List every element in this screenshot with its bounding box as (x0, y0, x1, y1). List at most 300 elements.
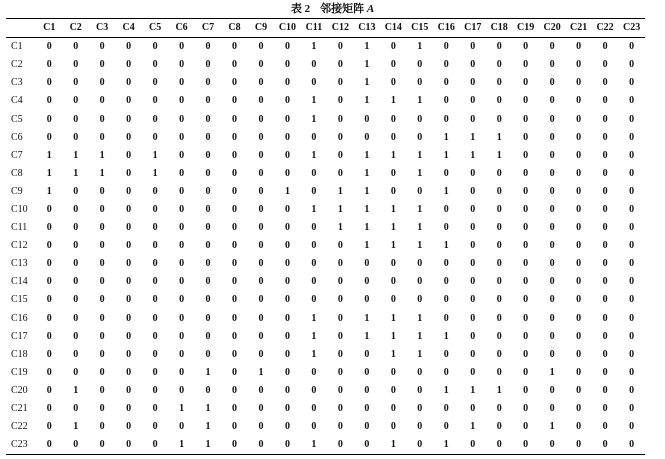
matrix-cell: 0 (73, 59, 79, 71)
matrix-cell: 0 (629, 167, 635, 179)
matrix-cell: 0 (126, 312, 132, 324)
matrix-cell: 1 (390, 348, 396, 360)
matrix-cell: 0 (549, 167, 555, 179)
matrix-cell: 0 (73, 330, 79, 342)
column-header: C23 (623, 22, 641, 34)
matrix-cell: 0 (284, 421, 290, 433)
matrix-cell: 1 (364, 330, 370, 342)
matrix-cell: 1 (443, 240, 449, 252)
matrix-cell: 0 (126, 403, 132, 415)
matrix-cell: 1 (390, 149, 396, 161)
matrix-cell: 0 (523, 276, 529, 288)
row-header: C11 (11, 222, 28, 234)
adjacency-matrix-table (6, 18, 645, 455)
matrix-cell: 0 (602, 294, 608, 306)
matrix-cell: 0 (46, 330, 52, 342)
matrix-cell: 0 (205, 258, 211, 270)
matrix-cell: 0 (311, 59, 317, 71)
matrix-cell: 0 (311, 421, 317, 433)
matrix-cell: 0 (496, 222, 502, 234)
matrix-cell: 0 (523, 222, 529, 234)
matrix-cell: 0 (205, 41, 211, 53)
matrix-cell: 0 (179, 203, 185, 215)
matrix-cell: 1 (390, 95, 396, 107)
matrix-cell: 1 (364, 203, 370, 215)
matrix-cell: 0 (576, 294, 582, 306)
matrix-cell: 0 (390, 41, 396, 53)
matrix-cell: 0 (179, 348, 185, 360)
row-header: C14 (11, 276, 28, 288)
matrix-cell: 0 (629, 240, 635, 252)
matrix-cell: 0 (126, 258, 132, 270)
matrix-cell: 1 (337, 203, 343, 215)
matrix-cell: 0 (232, 185, 238, 197)
matrix-cell: 0 (496, 403, 502, 415)
row-header: C7 (11, 149, 23, 161)
matrix-cell: 0 (470, 258, 476, 270)
matrix-cell: 0 (258, 95, 264, 107)
matrix-cell: 0 (496, 366, 502, 378)
row-header: C8 (11, 167, 23, 179)
matrix-cell: 0 (258, 330, 264, 342)
matrix-cell: 0 (629, 77, 635, 89)
matrix-cell: 0 (126, 439, 132, 451)
matrix-cell: 1 (390, 439, 396, 451)
matrix-cell: 0 (337, 294, 343, 306)
matrix-cell: 0 (523, 167, 529, 179)
matrix-cell: 0 (284, 366, 290, 378)
matrix-cell: 0 (602, 131, 608, 143)
matrix-cell: 0 (496, 312, 502, 324)
matrix-cell: 1 (417, 149, 423, 161)
matrix-cell: 0 (549, 240, 555, 252)
matrix-cell: 0 (443, 113, 449, 125)
column-header: C12 (331, 22, 349, 34)
matrix-cell: 0 (73, 203, 79, 215)
matrix-cell: 0 (232, 167, 238, 179)
matrix-cell: 0 (337, 41, 343, 53)
matrix-cell: 0 (232, 203, 238, 215)
matrix-cell: 1 (470, 149, 476, 161)
matrix-cell: 0 (417, 384, 423, 396)
matrix-cell: 0 (232, 384, 238, 396)
matrix-cell: 0 (126, 294, 132, 306)
matrix-cell: 0 (523, 294, 529, 306)
matrix-cell: 0 (496, 203, 502, 215)
matrix-cell: 0 (602, 113, 608, 125)
matrix-cell: 0 (73, 439, 79, 451)
matrix-cell: 1 (390, 222, 396, 234)
matrix-cell: 0 (629, 403, 635, 415)
matrix-cell: 1 (443, 131, 449, 143)
matrix-cell: 0 (73, 77, 79, 89)
matrix-cell: 0 (152, 185, 158, 197)
matrix-cell: 0 (179, 330, 185, 342)
table-row (6, 201, 645, 219)
table-row (6, 183, 645, 201)
row-header: C13 (11, 258, 28, 270)
table-row (6, 74, 645, 92)
matrix-cell: 0 (205, 384, 211, 396)
matrix-cell: 0 (496, 276, 502, 288)
matrix-cell: 1 (73, 167, 79, 179)
matrix-cell: 1 (311, 439, 317, 451)
matrix-cell: 0 (179, 384, 185, 396)
matrix-cell: 0 (629, 366, 635, 378)
matrix-cell: 0 (629, 421, 635, 433)
matrix-cell: 0 (337, 77, 343, 89)
matrix-cell: 0 (152, 113, 158, 125)
matrix-cell: 0 (232, 149, 238, 161)
matrix-cell: 0 (470, 276, 476, 288)
column-header: C22 (596, 22, 614, 34)
matrix-cell: 0 (232, 276, 238, 288)
matrix-cell: 1 (417, 222, 423, 234)
matrix-cell: 0 (602, 348, 608, 360)
matrix-cell: 0 (602, 384, 608, 396)
matrix-cell: 0 (284, 167, 290, 179)
matrix-cell: 1 (311, 203, 317, 215)
matrix-cell: 1 (99, 149, 105, 161)
matrix-cell: 0 (73, 185, 79, 197)
matrix-cell: 0 (311, 276, 317, 288)
matrix-cell: 0 (443, 41, 449, 53)
matrix-cell: 0 (46, 384, 52, 396)
matrix-cell: 0 (549, 439, 555, 451)
matrix-cell: 0 (126, 203, 132, 215)
matrix-cell: 0 (99, 330, 105, 342)
matrix-cell: 0 (470, 366, 476, 378)
matrix-cell: 1 (46, 167, 52, 179)
matrix-cell: 1 (46, 149, 52, 161)
matrix-cell: 0 (179, 258, 185, 270)
matrix-cell: 0 (232, 294, 238, 306)
matrix-cell: 0 (523, 131, 529, 143)
matrix-cell: 0 (470, 240, 476, 252)
matrix-cell: 0 (205, 312, 211, 324)
matrix-cell: 0 (232, 240, 238, 252)
matrix-cell: 0 (523, 95, 529, 107)
matrix-cell: 1 (364, 222, 370, 234)
matrix-cell: 0 (126, 41, 132, 53)
matrix-cell: 0 (470, 167, 476, 179)
matrix-cell: 0 (549, 59, 555, 71)
matrix-cell: 0 (602, 167, 608, 179)
matrix-cell: 0 (232, 330, 238, 342)
matrix-cell: 0 (337, 131, 343, 143)
matrix-cell: 1 (284, 185, 290, 197)
matrix-cell: 0 (602, 185, 608, 197)
matrix-cell: 0 (179, 421, 185, 433)
column-header: C3 (96, 22, 109, 34)
matrix-cell: 0 (126, 131, 132, 143)
matrix-cell: 0 (311, 258, 317, 270)
matrix-cell: 0 (443, 77, 449, 89)
matrix-cell: 1 (417, 330, 423, 342)
matrix-cell: 1 (417, 41, 423, 53)
table-row (6, 328, 645, 346)
matrix-cell: 0 (364, 366, 370, 378)
matrix-cell: 1 (152, 149, 158, 161)
column-header: C17 (464, 22, 482, 34)
matrix-cell: 0 (258, 41, 264, 53)
matrix-cell: 0 (443, 312, 449, 324)
matrix-cell: 0 (602, 41, 608, 53)
matrix-cell: 0 (602, 240, 608, 252)
matrix-cell: 1 (205, 403, 211, 415)
matrix-cell: 1 (549, 366, 555, 378)
matrix-cell: 0 (284, 203, 290, 215)
matrix-symbol: A (366, 3, 375, 15)
column-header: C1 (43, 22, 56, 34)
matrix-cell: 0 (576, 222, 582, 234)
column-header: C5 (148, 22, 162, 34)
matrix-cell: 0 (46, 222, 52, 234)
column-header: C6 (175, 22, 188, 34)
matrix-cell: 0 (126, 240, 132, 252)
matrix-cell: 0 (470, 203, 476, 215)
matrix-cell: 0 (311, 384, 317, 396)
matrix-cell: 1 (364, 95, 370, 107)
matrix-cell: 0 (417, 294, 423, 306)
row-header: C9 (11, 185, 23, 197)
matrix-cell: 0 (576, 240, 582, 252)
table-row (6, 129, 645, 147)
matrix-cell: 0 (152, 77, 158, 89)
matrix-cell: 0 (629, 258, 635, 270)
matrix-cell: 0 (258, 439, 264, 451)
matrix-cell: 1 (311, 312, 317, 324)
matrix-cell: 0 (523, 348, 529, 360)
header-row (6, 19, 645, 38)
matrix-cell: 0 (602, 276, 608, 288)
table-row (6, 364, 645, 382)
matrix-cell: 0 (46, 403, 52, 415)
matrix-cell: 0 (443, 348, 449, 360)
matrix-cell: 0 (602, 439, 608, 451)
matrix-cell: 0 (443, 59, 449, 71)
matrix-cell: 0 (205, 203, 211, 215)
matrix-cell: 0 (576, 330, 582, 342)
matrix-cell: 0 (417, 258, 423, 270)
matrix-cell: 0 (523, 77, 529, 89)
matrix-cell: 0 (99, 312, 105, 324)
matrix-cell: 0 (152, 312, 158, 324)
matrix-cell: 0 (179, 149, 185, 161)
table-title: 邻接矩阵 (320, 3, 365, 15)
matrix-cell: 0 (126, 95, 132, 107)
matrix-cell: 0 (337, 348, 343, 360)
matrix-cell: 0 (46, 276, 52, 288)
matrix-cell: 0 (258, 240, 264, 252)
column-header: C18 (490, 22, 508, 34)
matrix-cell: 0 (337, 95, 343, 107)
matrix-cell: 0 (99, 258, 105, 270)
matrix-cell: 0 (629, 59, 635, 71)
matrix-cell: 0 (602, 77, 608, 89)
row-header: C5 (11, 113, 23, 125)
matrix-cell: 0 (470, 222, 476, 234)
matrix-cell: 1 (46, 185, 52, 197)
matrix-cell: 0 (126, 167, 132, 179)
matrix-cell: 0 (46, 439, 52, 451)
matrix-cell: 0 (549, 131, 555, 143)
table-row (6, 346, 645, 364)
matrix-cell: 0 (549, 312, 555, 324)
matrix-cell: 0 (258, 149, 264, 161)
matrix-cell: 0 (549, 41, 555, 53)
matrix-cell: 0 (443, 222, 449, 234)
matrix-cell: 1 (364, 185, 370, 197)
matrix-cell: 0 (232, 131, 238, 143)
matrix-cell: 1 (443, 439, 449, 451)
matrix-cell: 0 (284, 348, 290, 360)
matrix-cell: 0 (232, 348, 238, 360)
matrix-cell: 1 (311, 348, 317, 360)
matrix-cell: 0 (152, 131, 158, 143)
matrix-cell: 0 (523, 403, 529, 415)
matrix-cell: 0 (152, 258, 158, 270)
matrix-cell: 0 (390, 276, 396, 288)
matrix-cell: 0 (205, 276, 211, 288)
row-header: C18 (11, 348, 28, 360)
table-row (6, 147, 645, 165)
matrix-cell: 0 (576, 366, 582, 378)
table-row (6, 92, 645, 110)
matrix-cell: 0 (390, 366, 396, 378)
matrix-cell: 0 (205, 113, 211, 125)
matrix-cell: 0 (152, 330, 158, 342)
matrix-cell: 0 (337, 330, 343, 342)
matrix-cell: 0 (549, 330, 555, 342)
matrix-cell: 0 (205, 330, 211, 342)
row-header: C20 (11, 384, 28, 396)
matrix-cell: 1 (311, 95, 317, 107)
matrix-cell: 0 (523, 149, 529, 161)
matrix-cell: 0 (152, 41, 158, 53)
matrix-cell: 0 (73, 258, 79, 270)
matrix-cell: 0 (258, 222, 264, 234)
matrix-cell: 0 (337, 167, 343, 179)
matrix-cell: 0 (232, 258, 238, 270)
matrix-cell: 0 (523, 240, 529, 252)
matrix-cell: 0 (364, 384, 370, 396)
matrix-cell: 0 (417, 276, 423, 288)
table-header (6, 19, 645, 38)
matrix-cell: 0 (284, 95, 290, 107)
table-row (6, 291, 645, 309)
matrix-cell: 0 (549, 258, 555, 270)
matrix-cell: 1 (549, 421, 555, 433)
matrix-cell: 0 (99, 439, 105, 451)
matrix-cell: 0 (46, 113, 52, 125)
table-body (6, 38, 645, 455)
matrix-cell: 0 (364, 348, 370, 360)
matrix-cell: 0 (576, 203, 582, 215)
matrix-cell: 0 (258, 131, 264, 143)
matrix-cell: 0 (470, 312, 476, 324)
matrix-cell: 1 (417, 312, 423, 324)
matrix-cell: 0 (73, 240, 79, 252)
matrix-cell: 0 (73, 348, 79, 360)
matrix-cell: 0 (576, 403, 582, 415)
matrix-cell: 0 (73, 95, 79, 107)
table-caption (0, 2, 665, 16)
matrix-cell: 0 (311, 366, 317, 378)
matrix-cell: 1 (496, 384, 502, 396)
matrix-cell: 0 (152, 366, 158, 378)
matrix-cell: 1 (417, 95, 423, 107)
matrix-cell: 0 (417, 113, 423, 125)
matrix-cell: 0 (496, 294, 502, 306)
matrix-cell: 0 (629, 41, 635, 53)
matrix-cell: 0 (284, 77, 290, 89)
matrix-cell: 0 (258, 258, 264, 270)
matrix-cell: 0 (284, 258, 290, 270)
matrix-cell: 1 (311, 330, 317, 342)
matrix-cell: 0 (152, 384, 158, 396)
matrix-cell: 0 (602, 312, 608, 324)
matrix-cell: 0 (179, 185, 185, 197)
matrix-cell: 0 (337, 403, 343, 415)
matrix-cell: 0 (496, 330, 502, 342)
matrix-cell: 0 (576, 95, 582, 107)
column-header: C4 (122, 22, 135, 34)
matrix-cell: 0 (629, 384, 635, 396)
matrix-cell: 1 (364, 312, 370, 324)
matrix-cell: 0 (576, 131, 582, 143)
matrix-cell: 0 (576, 312, 582, 324)
matrix-cell: 0 (417, 59, 423, 71)
matrix-cell: 0 (284, 439, 290, 451)
matrix-cell: 0 (364, 403, 370, 415)
matrix-cell: 0 (337, 439, 343, 451)
matrix-cell: 0 (523, 330, 529, 342)
matrix-cell: 0 (470, 95, 476, 107)
matrix-cell: 0 (152, 276, 158, 288)
matrix-cell: 0 (576, 41, 582, 53)
matrix-cell: 0 (73, 41, 79, 53)
column-header: C15 (411, 22, 429, 34)
matrix-cell: 0 (232, 222, 238, 234)
matrix-cell: 0 (364, 258, 370, 270)
column-header: C21 (569, 22, 588, 34)
matrix-cell: 0 (258, 348, 264, 360)
matrix-cell: 0 (152, 439, 158, 451)
matrix-cell: 0 (284, 403, 290, 415)
matrix-cell: 0 (258, 59, 264, 71)
matrix-cell: 1 (73, 421, 79, 433)
matrix-cell: 1 (179, 403, 185, 415)
table-row (6, 273, 645, 291)
matrix-cell: 0 (496, 77, 502, 89)
matrix-cell: 0 (417, 131, 423, 143)
matrix-cell: 0 (152, 59, 158, 71)
row-header: C1 (11, 41, 23, 53)
matrix-cell: 0 (258, 403, 264, 415)
matrix-cell: 0 (602, 149, 608, 161)
matrix-cell: 0 (470, 185, 476, 197)
table-row (6, 255, 645, 273)
matrix-cell: 0 (549, 203, 555, 215)
matrix-cell: 0 (443, 403, 449, 415)
matrix-cell: 0 (470, 330, 476, 342)
matrix-cell: 1 (99, 167, 105, 179)
matrix-cell: 0 (417, 77, 423, 89)
matrix-cell: 1 (179, 439, 185, 451)
matrix-cell: 0 (152, 294, 158, 306)
matrix-cell: 0 (576, 439, 582, 451)
